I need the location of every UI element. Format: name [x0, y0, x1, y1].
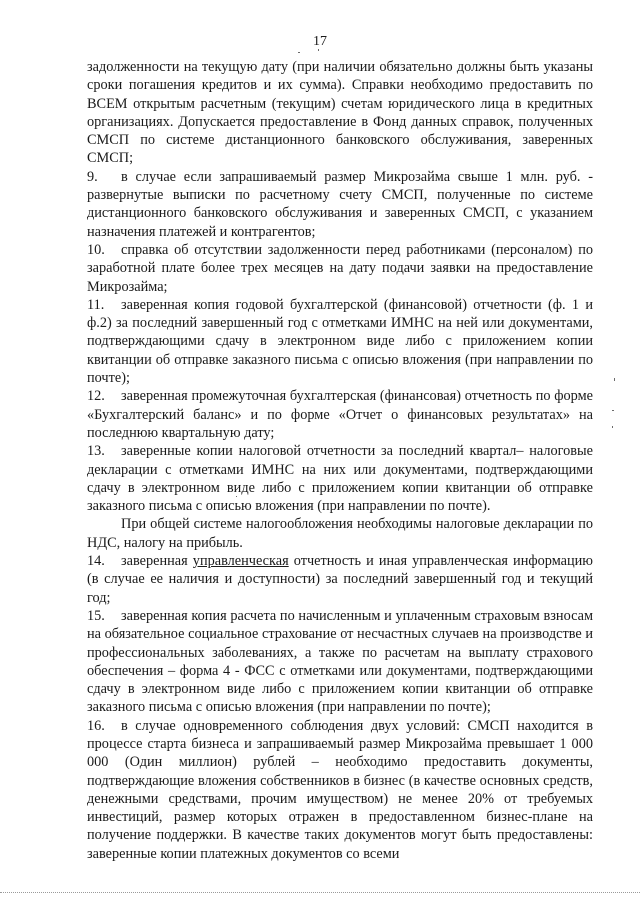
item-text: заверенная копия расчета по начисленным и уплаченным страховым взносам на обязательное социальное страхование от несчастных случаев на производстве и профессиональных заболеваниях, а также по расчетам на выплату страхового обеспечения – форма 4 - ФСС с отметками или документами, подтверждающими сдачу в электронном виде либо с приложением копии квитанции об отправке заказного письма с описью вложения (при направлении по почте);	[87, 607, 593, 716]
item-number: 10.	[87, 241, 105, 258]
item-text: заверенная	[121, 553, 193, 570]
item-text: отчетность и иная управленческая информацию (в случае ее наличия и доступности) за последний завершенный год и текущий год;	[87, 553, 593, 606]
item-text: в случае одновременного соблюдения двух условий: СМСП находится в процессе старта бизнеса и запрашиваемый размер Микрозайма превышает 1 000 000 (Один миллион) рублей – необходимо предоставить документы, подтверждающие вложения собственников в бизнес (в качестве основных средств, денежными средствами, прочим имуществом) не менее 20% от требуемых инвестиций, размер которых отражен в предоставленном бизнес-плане на получение поддержки. В качестве таких документов могут быть предоставлены: заверенные копии платежных документов со всеми	[87, 717, 593, 862]
item-number: 14.	[87, 553, 105, 570]
item-number: 15.	[87, 607, 105, 624]
scan-speck	[612, 410, 614, 411]
page-number: 17	[313, 34, 327, 49]
document-body	[87, 58, 593, 863]
list-item-15	[87, 607, 593, 717]
scan-bottom-edge	[0, 892, 640, 893]
item-number: 11.	[87, 296, 105, 313]
scan-speck	[614, 378, 615, 381]
scan-speck	[318, 49, 319, 51]
list-item-10	[87, 241, 593, 296]
list-item-14	[87, 552, 593, 607]
item-text: справка об отсутствии задолженности перед работниками (персоналом) по заработной плате более трех месяцев на дату подачи заявки на предоставление Микрозайма;	[87, 241, 593, 295]
paragraph-text: При общей системе налогообложения необходимы налоговые декларации по НДС, налогу на прибыль.	[87, 516, 593, 551]
list-item-13	[87, 442, 593, 515]
item-text: в случае если запрашиваемый размер Микрозайма свыше 1 млн. руб. - развернутые выписки по расчетному счету СМСП, полученные по системе дистанционного банковского обслуживания и заверенных СМСП, с указанием назначения платежей и контрагентов;	[87, 168, 593, 240]
item-text: заверенные копии налоговой отчетности за последний квартал– налоговые декларации с отметками ИМНС на них или документами, подтверждающими сдачу в электронном виде либо с приложением копии квитанции об отправке заказного письма с описью вложения (при направлении по почте).	[87, 443, 593, 515]
paragraph-continuation	[87, 58, 593, 168]
item-text: заверенная промежуточная бухгалтерская (финансовая) отчетность по форме «Бухгалтерский баланс» и по форме «Отчет о финансовых результатах» на последнюю квартальную дату;	[87, 388, 593, 441]
scan-speck	[298, 52, 300, 53]
paragraph-note	[87, 515, 593, 552]
list-item-16	[87, 717, 593, 863]
underlined-word: управленческая	[192, 553, 289, 570]
paragraph-text: задолженности на текущую дату (при наличии обязательно должны быть указаны сроки погашения кредитов и их сумма). Справки необходимо предоставить по ВСЕМ открытым расчетным (текущим) счетам юридического лица в кредитных организациях. Допускается предоставление в Фонд данных справок, полученных СМСП по системе дистанционного банковского обслуживания, заверенных СМСП;	[87, 59, 593, 167]
scan-speck	[612, 426, 613, 428]
list-item-11	[87, 296, 593, 387]
item-number: 12.	[87, 388, 105, 405]
item-number: 13.	[87, 443, 105, 460]
item-number: 9.	[87, 168, 98, 185]
item-text: заверенная копия годовой бухгалтерской (финансовой) отчетности (ф. 1 и ф.2) за последний завершенный год с отметками ИМНС на ней или документами, подтверждающими сдачу в электронном виде либо с приложением копии квитанции об отправке заказного письма с описью вложения (при направлении по почте);	[87, 296, 593, 387]
item-number: 16.	[87, 717, 105, 734]
list-item-9	[87, 168, 593, 241]
list-item-12	[87, 387, 593, 442]
